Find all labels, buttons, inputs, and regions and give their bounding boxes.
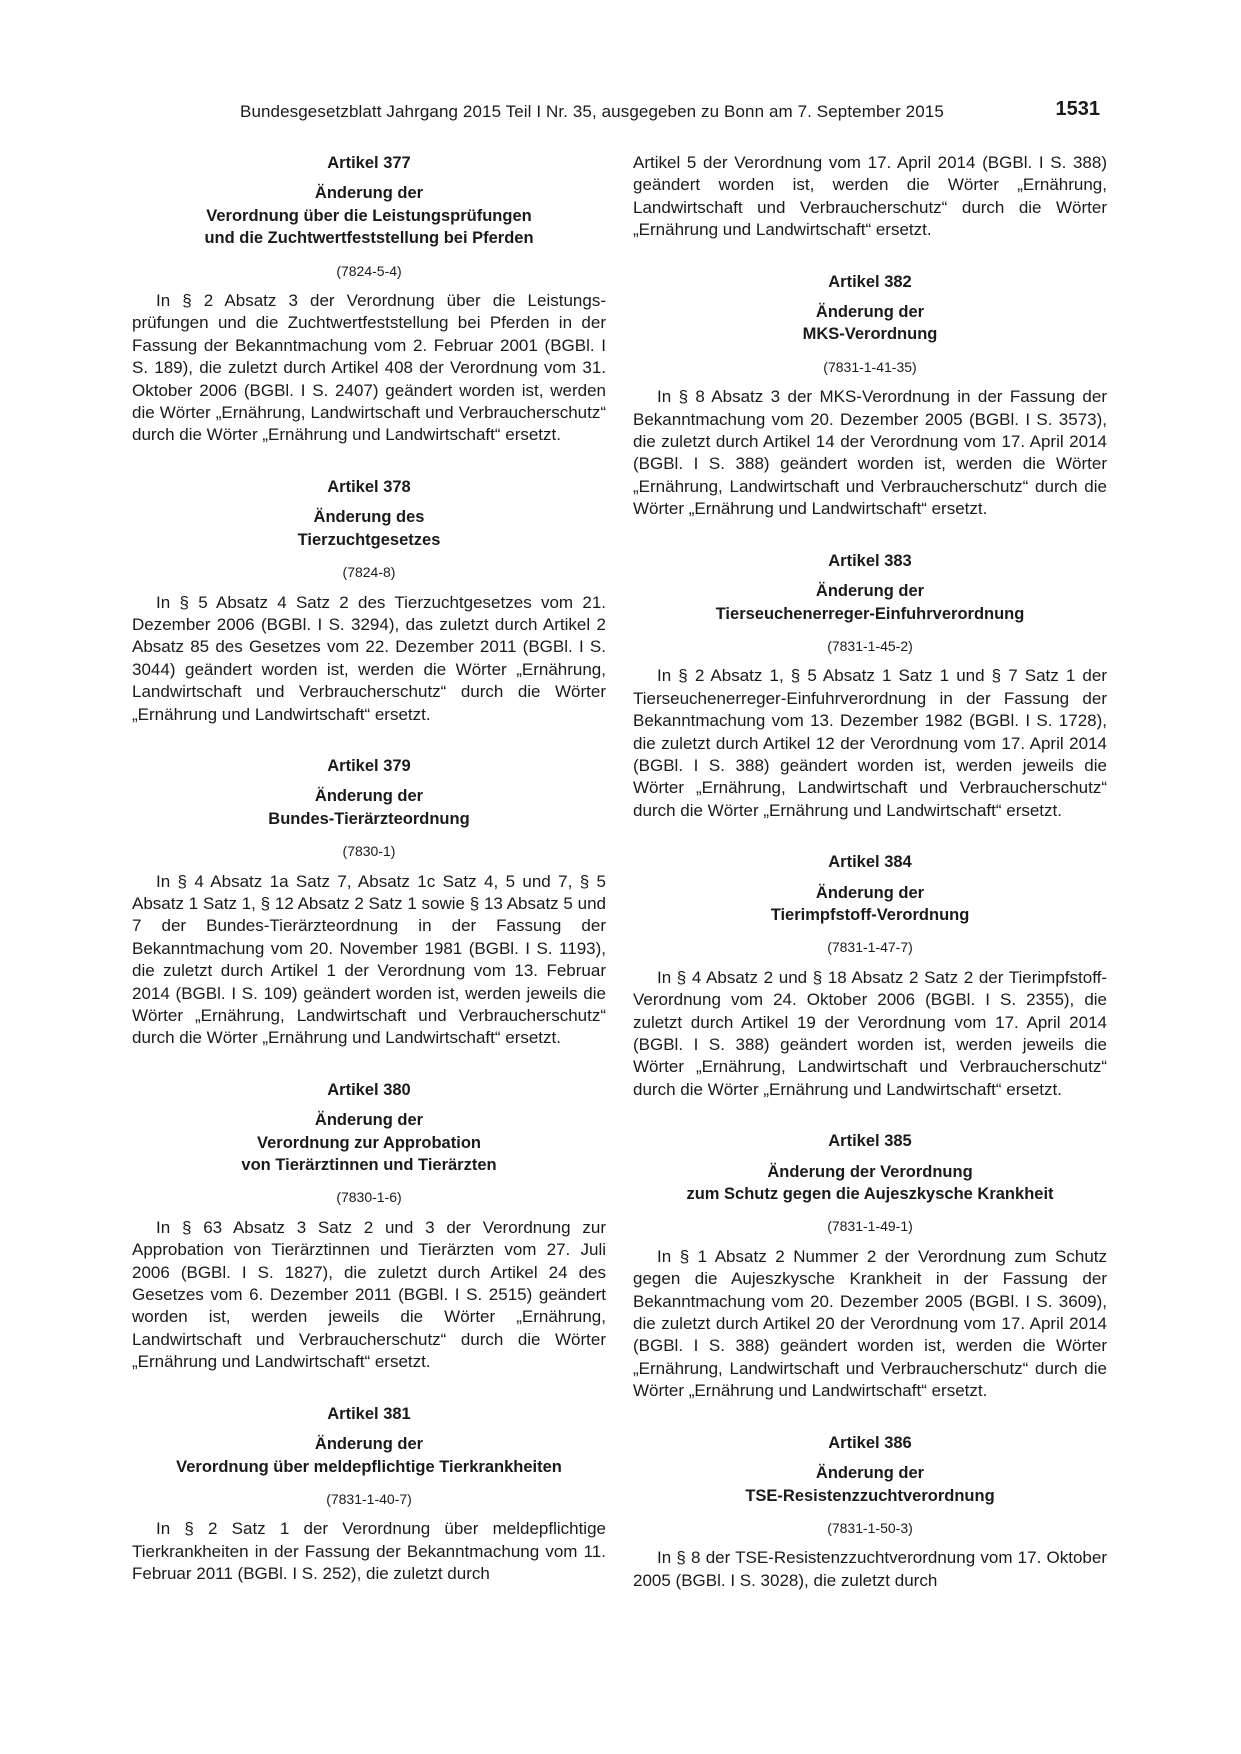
article-title-line: Änderung der — [815, 1464, 925, 1483]
article-number: Artikel 379 — [327, 756, 411, 775]
article-title-line: von Tierärztinnen und Tierärzten — [241, 1156, 497, 1175]
article-title-line: und die Zuchtwertfeststellung bei Pferden — [204, 229, 534, 248]
article-378 — [132, 476, 606, 726]
article-title — [132, 182, 606, 249]
article-383 — [633, 550, 1107, 822]
article-code: (7831-1-41-35) — [823, 358, 917, 375]
article-code: (7831-1-47-7) — [827, 939, 913, 956]
article-title-line: Verordnung über meldepflichtige Tierkrankheiten — [176, 1457, 562, 1476]
article-title-line: Änderung der — [314, 1435, 424, 1454]
article-code: (7830-1-6) — [336, 1189, 402, 1206]
article-title-line: Änderung der — [815, 582, 925, 601]
article-title-line: Änderung der — [314, 787, 424, 806]
article-code: (7831-1-45-2) — [827, 637, 913, 654]
article-code: (7831-1-50-3) — [827, 1519, 913, 1536]
article-title — [132, 785, 606, 830]
article-body: In § 2 Satz 1 der Verordnung über meldepflichtige Tierkrankheiten in der Fassung der Bekanntmachung vom 11. Februar 2011 (BGBl. I S. 252), die zuletzt durch — [132, 1519, 606, 1584]
left-column — [132, 152, 606, 1615]
article-381-continuation: Artikel 5 der Verordnung vom 17. April 2014 (BGBl. I S. 388) geändert worden ist, werden die Wörter „Ernährung, Landwirtschaft und Verbraucherschutz“ durch die Wörter „Ernährung und Landwirtschaft“ ersetzt. — [633, 153, 1107, 240]
article-title-line: Tierseuchenerreger-Einfuhrverordnung — [715, 604, 1025, 623]
article-title — [633, 882, 1107, 927]
article-body: In § 8 der TSE-Resistenzzuchtverordnung vom 17. Oktober 2005 (BGBl. I S. 3028), die zuletzt durch — [633, 1548, 1107, 1590]
article-title-line: Verordnung zur Approbation — [257, 1133, 481, 1152]
article-code: (7831-1-49-1) — [827, 1218, 913, 1235]
article-number: Artikel 386 — [828, 1433, 912, 1452]
article-number: Artikel 378 — [327, 477, 411, 496]
article-body: In § 2 Absatz 3 der Verordnung über die Leistungsprüfungen und die Zuchtwertfeststellung bei Pferden in der Fassung der Bekanntmachung vom 2. Februar 2001 (BGBl. I S. 189), die zuletzt durch Artikel 408 der Verordnung vom 31. Oktober 2006 (BGBl. I S. 2407) geändert worden ist, werden die Wörter „Ernährung, Landwirtschaft und Verbraucherschutz“ durch die Wörter „Ernährung und Landwirtschaft“ ersetzt. — [132, 291, 606, 445]
article-title-line: TSE-Resistenzzuchtverordnung — [745, 1486, 995, 1505]
article-body: In § 1 Absatz 2 Nummer 2 der Verordnung zum Schutz gegen die Aujeszkysche Krankheit in der Fassung der Bekanntmachung vom 20. Dezember 2005 (BGBl. I S. 3609), die zuletzt durch Artikel 20 der Verordnung vom 17. April 2014 (BGBl. I S. 388) geändert worden ist, werden die Wörter „Ernährung, Landwirtschaft und Verbraucherschutz“ durch die Wörter „Ernährung und Landwirtschaft“ ersetzt. — [633, 1246, 1107, 1401]
article-377 — [132, 152, 606, 447]
article-number: Artikel 384 — [828, 853, 912, 872]
article-title-line: Änderung der — [815, 883, 925, 902]
article-number: Artikel 382 — [828, 272, 912, 291]
article-title — [132, 1433, 606, 1478]
article-title — [633, 1462, 1107, 1507]
article-380 — [132, 1079, 606, 1374]
article-body: In § 8 Absatz 3 der MKS-Verordnung in der Fassung der Bekanntmachung vom 20. Dezember 2005 (BGBl. I S. 3573), die zuletzt durch Artikel 14 der Verordnung vom 17. April 2014 (BGBl. I S. 388) geändert worden ist, werden die Wörter „Ernährung, Landwirtschaft und Verbraucherschutz“ durch die Wörter „Ernährung und Landwirtschaft“ ersetzt. — [633, 387, 1107, 519]
article-title — [633, 1161, 1107, 1206]
article-number: Artikel 381 — [327, 1404, 411, 1423]
page-header — [130, 98, 1110, 130]
article-title-line: Verordnung über die Leistungsprüfungen — [206, 206, 532, 225]
running-title: Bundesgesetzblatt Jahrgang 2015 Teil I Nr. 35, ausgegeben zu Bonn am 7. September 2015 — [240, 102, 944, 121]
article-title-line: Änderung der — [314, 184, 424, 203]
article-title-line: Änderung der Verordnung — [767, 1162, 973, 1181]
article-number: Artikel 377 — [327, 154, 411, 172]
article-title-line: MKS-Verordnung — [802, 325, 938, 344]
article-number: Artikel 383 — [828, 551, 912, 570]
article-title-line: Tierzuchtgesetzes — [297, 530, 441, 549]
article-code: (7824-5-4) — [336, 262, 402, 279]
article-title — [132, 506, 606, 551]
article-384 — [633, 851, 1107, 1101]
article-title-line: Änderung des — [313, 508, 425, 527]
article-title-line: zum Schutz gegen die Aujeszkysche Krankheit — [686, 1185, 1054, 1204]
article-number: Artikel 380 — [327, 1080, 411, 1099]
article-381 — [132, 1403, 606, 1586]
article-body: In § 2 Absatz 1, § 5 Absatz 1 Satz 1 und § 7 Satz 1 der Tierseuchenerreger-Einfuhrverordnung in der Fassung der Bekanntmachung vom 13. Dezember 1982 (BGBl. I S. 1728), die zuletzt durch Artikel 12 der Verordnung vom 17. April 2014 (BGBl. I S. 388) geändert worden ist, werden jeweils die Wörter „Ernährung, Landwirtschaft und Verbraucherschutz“ durch die Wörter „Ernährung und Landwirtschaft“ ersetzt. — [633, 666, 1107, 820]
article-385 — [633, 1130, 1107, 1402]
article-code: (7830-1) — [342, 843, 396, 860]
article-379 — [132, 755, 606, 1050]
article-body: In § 4 Absatz 1a Satz 7, Absatz 1c Satz 4, 5 und 7, § 5 Absatz 1 Satz 1, § 12 Absatz 2 Satz 1 sowie § 13 Absatz 5 und 7 der Bundes-Tierärzteordnung in der Fassung der Bekanntmachung vom 20. November 1981 (BGBl. I S. 1193), die zuletzt durch Artikel 1 der Verordnung vom 13. Februar 2014 (BGBl. I S. 109) geändert worden ist, werden jeweils die Wörter „Ernährung, Landwirtschaft und Verbraucherschutz“ durch die Wörter „Ernährung und Landwirtschaft“ ersetzt. — [132, 871, 606, 1048]
article-title — [633, 580, 1107, 625]
article-number: Artikel 385 — [828, 1132, 912, 1151]
article-body: In § 5 Absatz 4 Satz 2 des Tierzuchtgesetzes vom 21. Dezember 2006 (BGBl. I S. 3294), das zuletzt durch Artikel 2 Absatz 85 des Gesetzes vom 22. Dezember 2011 (BGBl. I S. 3044) geändert worden ist, werden die Wörter „Ernährung, Landwirtschaft und Verbraucherschutz“ durch die Wörter „Ernährung und Landwirtschaft“ ersetzt. — [132, 592, 606, 724]
article-title-line: Änderung der — [815, 303, 925, 322]
page-number: 1531 — [1055, 98, 1100, 120]
article-title-line: Tierimpfstoff-Verordnung — [770, 905, 970, 924]
article-title-line: Änderung der — [314, 1111, 424, 1130]
article-title — [633, 301, 1107, 346]
article-code: (7831-1-40-7) — [326, 1490, 412, 1507]
article-382 — [633, 271, 1107, 521]
article-code: (7824-8) — [342, 564, 396, 581]
article-body: In § 63 Absatz 3 Satz 2 und 3 der Verordnung zur Approbation von Tierärztinnen und Tierärzten vom 27. Juli 2006 (BGBl. I S. 1827), die zuletzt durch Artikel 24 des Gesetzes vom 6. Dezember 2011 (BGBl. I S. 2515) geändert worden ist, werden jeweils die Wörter „Ernährung, Landwirtschaft und Verbraucherschutz“ durch die Wörter „Ernährung und Landwirtschaft“ ersetzt. — [132, 1217, 606, 1372]
article-386 — [633, 1432, 1107, 1592]
right-column — [633, 152, 1107, 1621]
article-body: In § 4 Absatz 2 und § 18 Absatz 2 Satz 2 der Tierimpfstoff-Verordnung vom 24. Oktober 2006 (BGBl. I S. 2355), die zuletzt durch Artikel 19 der Verordnung vom 17. April 2014 (BGBl. I S. 388) geändert worden ist, werden jeweils die Wörter „Ernährung, Landwirtschaft und Verbraucherschutz“ durch die Wörter „Ernährung und Landwirtschaft“ ersetzt. — [633, 967, 1107, 1099]
article-title — [132, 1109, 606, 1176]
article-title-line: Bundes-Tierärzteordnung — [268, 809, 470, 828]
